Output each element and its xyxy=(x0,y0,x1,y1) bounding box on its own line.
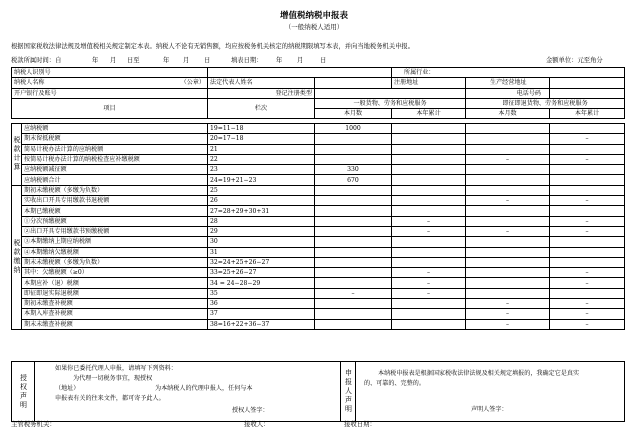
row-general-ytd[interactable] xyxy=(392,309,466,319)
header-row-bank xyxy=(12,88,625,98)
fill-date-day: 日 xyxy=(320,57,327,64)
row-refund-ytd[interactable] xyxy=(550,175,625,185)
row-item-label: 实收出口开具专用缴款书退税额 xyxy=(22,196,208,206)
row-col-no: 34 = 24−28−29 xyxy=(208,278,315,288)
declare-signer: 声明人签字： xyxy=(471,406,508,413)
bank-label: 开户银行及账号 xyxy=(12,88,208,98)
row-item-label: 应纳税额 xyxy=(22,124,208,134)
row-refund-ytd[interactable]: – xyxy=(550,226,625,236)
row-item-label: 期末未缴查补税额 xyxy=(22,319,208,329)
pay-row xyxy=(12,196,625,206)
row-general-month[interactable] xyxy=(315,237,392,247)
row-refund-month[interactable]: – xyxy=(466,319,550,329)
row-general-month[interactable]: – xyxy=(315,288,392,298)
row-refund-ytd[interactable]: – xyxy=(550,196,625,206)
calc-row xyxy=(12,124,625,134)
row-general-month[interactable] xyxy=(315,309,392,319)
row-col-no: 28 xyxy=(208,216,315,226)
row-general-ytd[interactable] xyxy=(392,144,466,154)
legal-rep-label: 法定代表人姓名 xyxy=(208,78,315,88)
row-refund-month[interactable] xyxy=(466,185,550,195)
fill-date-label: 填表日期： xyxy=(231,57,263,64)
calc-section-label: 税款计算 xyxy=(12,124,22,186)
row-col-no: 35 xyxy=(208,288,315,298)
col-ytd-2: 本年累计 xyxy=(550,109,625,119)
row-item-label: 本期入库查补税额 xyxy=(22,309,208,319)
row-general-month[interactable] xyxy=(315,196,392,206)
row-col-no: 24=19+21−23 xyxy=(208,175,315,185)
period-month: 月 xyxy=(110,57,117,64)
row-col-no: 29 xyxy=(208,226,315,236)
pay-row xyxy=(12,288,625,298)
auth-line-4: 申报表有关的往来文件，都可寄予此人。 xyxy=(55,395,165,402)
row-general-ytd[interactable] xyxy=(392,185,466,195)
row-col-no: 21 xyxy=(208,144,315,154)
row-item-label: 本期应补（退）税额 xyxy=(22,278,208,288)
pay-row xyxy=(12,226,625,236)
pay-row xyxy=(12,247,625,257)
calc-row xyxy=(12,144,625,154)
declare-line-1: 本纳税申报表是根据国家税收法律法规及相关规定填报的，我确定它是真实 xyxy=(378,370,580,377)
row-refund-ytd[interactable] xyxy=(550,247,625,257)
row-general-ytd[interactable]: – xyxy=(392,226,466,236)
row-col-no: 27=28+29+30+31 xyxy=(208,206,315,216)
row-item-label: ①分次预缴税额 xyxy=(22,216,208,226)
pay-row xyxy=(12,185,625,195)
row-col-no: 25 xyxy=(208,185,315,195)
biz-addr-label: 生产经营地址 xyxy=(466,78,550,88)
auth-line-1: 如果你已委托代理人申报，请填写下列资料： xyxy=(55,365,177,372)
row-general-ytd[interactable] xyxy=(392,124,466,134)
row-refund-ytd[interactable] xyxy=(550,165,625,175)
row-general-ytd[interactable] xyxy=(392,237,466,247)
row-refund-month[interactable] xyxy=(466,165,550,175)
declare-label: 申报人声明 xyxy=(341,362,356,422)
row-general-ytd[interactable]: – xyxy=(392,278,466,288)
taxpayer-name-label: 纳税人名称 xyxy=(14,79,45,87)
tax-period-label: 税款所属时间：自 xyxy=(11,57,62,64)
row-general-ytd[interactable]: – xyxy=(392,288,466,298)
column-header-top xyxy=(12,98,625,108)
intro-text: 根据国家税收法律法规及增值税相关规定制定本表。纳税人不论有无销售额，均应按税务机关核定的纳税期限填写本表，并向当地税务机关申报。 xyxy=(11,43,414,50)
row-refund-month[interactable] xyxy=(466,216,550,226)
pay-row xyxy=(12,299,625,309)
row-refund-ytd[interactable] xyxy=(550,185,625,195)
pay-row xyxy=(12,257,625,267)
row-refund-ytd[interactable] xyxy=(550,237,625,247)
row-refund-month[interactable] xyxy=(466,247,550,257)
row-refund-ytd[interactable]: – xyxy=(550,299,625,309)
row-refund-ytd[interactable] xyxy=(550,257,625,267)
pay-row xyxy=(12,268,625,278)
taxpayer-id-label: 纳税人识别号 xyxy=(12,68,208,78)
row-refund-month[interactable] xyxy=(466,175,550,185)
row-item-label: 期初未缴查补税额 xyxy=(22,299,208,309)
row-item-label: 应纳税额减征额 xyxy=(22,165,208,175)
row-col-no: 32=24+25+26−27 xyxy=(208,257,315,267)
row-general-month[interactable] xyxy=(315,299,392,309)
row-general-month[interactable] xyxy=(315,247,392,257)
row-col-no: 19=11−18 xyxy=(208,124,315,134)
pay-row xyxy=(12,278,625,288)
calc-row xyxy=(12,154,625,164)
row-refund-ytd[interactable]: – xyxy=(550,309,625,319)
row-general-ytd[interactable] xyxy=(392,247,466,257)
row-general-ytd[interactable] xyxy=(392,257,466,267)
row-general-month[interactable] xyxy=(315,134,392,144)
period-year: 年 xyxy=(92,57,99,64)
auth-signer: 授权人签字： xyxy=(232,407,269,414)
period-day-to: 日至 xyxy=(127,57,140,64)
period-day-2: 日 xyxy=(204,57,211,64)
row-refund-month[interactable] xyxy=(466,257,550,267)
declare-cell[interactable] xyxy=(356,362,625,422)
row-item-label: 期末留抵税额 xyxy=(22,134,208,144)
row-refund-ytd[interactable] xyxy=(550,206,625,216)
row-item-label: 按简易计税办法计算的纳税检查应补缴税额 xyxy=(22,154,208,164)
calc-row xyxy=(12,134,625,144)
row-item-label: 本期已缴税额 xyxy=(22,206,208,216)
pay-section xyxy=(12,185,625,329)
row-general-ytd[interactable]: – xyxy=(392,216,466,226)
row-refund-month[interactable] xyxy=(466,278,550,288)
row-general-month[interactable] xyxy=(315,185,392,195)
period-month-2: 月 xyxy=(183,57,190,64)
row-item-label: 即征即退实际退税额 xyxy=(22,288,208,298)
row-refund-month[interactable] xyxy=(466,237,550,247)
row-refund-month[interactable] xyxy=(466,144,550,154)
row-general-month[interactable] xyxy=(315,257,392,267)
footer-officer: 主管税务机关： xyxy=(11,420,56,428)
col-no-header: 栏次 xyxy=(208,98,315,119)
row-refund-month[interactable]: – xyxy=(466,154,550,164)
row-general-ytd[interactable] xyxy=(392,154,466,164)
row-general-month[interactable] xyxy=(315,144,392,154)
auth-label: 授权声明 xyxy=(12,362,35,422)
row-refund-ytd[interactable]: – xyxy=(550,278,625,288)
col-this-month-2: 本月数 xyxy=(466,109,550,119)
row-col-no: 36 xyxy=(208,299,315,309)
row-general-month[interactable] xyxy=(315,216,392,226)
row-col-no: 31 xyxy=(208,247,315,257)
row-col-no: 20=17−18 xyxy=(208,134,315,144)
row-general-ytd[interactable] xyxy=(392,134,466,144)
row-refund-ytd[interactable] xyxy=(550,144,625,154)
row-item-label: ③本期缴纳上期应纳税额 xyxy=(22,237,208,247)
signature-row xyxy=(12,362,625,422)
row-refund-ytd[interactable] xyxy=(550,288,625,298)
row-refund-month[interactable]: – xyxy=(466,309,550,319)
pay-row xyxy=(12,309,625,319)
row-general-month[interactable]: 1000 xyxy=(315,124,392,134)
row-refund-month[interactable] xyxy=(466,124,550,134)
auth-cell[interactable] xyxy=(35,362,341,422)
row-refund-ytd[interactable]: – xyxy=(550,216,625,226)
row-col-no: 37 xyxy=(208,309,315,319)
row-refund-month[interactable] xyxy=(466,268,550,278)
tax-return-table xyxy=(11,67,625,119)
row-refund-month[interactable] xyxy=(466,134,550,144)
calc-row xyxy=(12,175,625,185)
row-col-no: 30 xyxy=(208,237,315,247)
reg-type-field[interactable] xyxy=(315,88,466,98)
fill-date-month: 月 xyxy=(297,57,304,64)
row-general-ytd[interactable] xyxy=(392,165,466,175)
row-general-ytd[interactable] xyxy=(392,196,466,206)
calc-row xyxy=(12,165,625,175)
industry-label: 所属行业： xyxy=(392,68,625,78)
row-col-no: 33=25+26−27 xyxy=(208,268,315,278)
row-item-label: ④本期缴纳欠缴税额 xyxy=(22,247,208,257)
row-general-month[interactable] xyxy=(315,319,392,329)
form-subtitle: （一般纳税人适用） xyxy=(284,23,344,31)
declare-line-2: 的、可靠的、完整的。 xyxy=(364,380,425,387)
row-refund-month[interactable]: – xyxy=(466,299,550,309)
pay-row xyxy=(12,216,625,226)
amount-unit: 金额单位：元至角分 xyxy=(546,57,603,64)
col-item-header: 项目 xyxy=(12,98,208,119)
row-general-month[interactable]: 330 xyxy=(315,165,392,175)
row-col-no: 38=16+22+36−37 xyxy=(208,319,315,329)
reg-addr-label: 注册地址 xyxy=(392,78,466,88)
phone-field[interactable] xyxy=(550,88,625,98)
tax-body-table xyxy=(11,123,625,330)
row-item-label: 期初未缴税额（多缴为负数） xyxy=(22,185,208,195)
row-refund-ytd[interactable]: – xyxy=(550,134,625,144)
row-item-label: ②出口开具专用缴款书预缴税额 xyxy=(22,226,208,236)
row-item-label: 应纳税额合计 xyxy=(22,175,208,185)
row-col-no: 26 xyxy=(208,196,315,206)
row-item-label: 其中：欠缴税额（≥0） xyxy=(22,268,208,278)
biz-addr-field[interactable] xyxy=(550,78,625,88)
row-general-month[interactable] xyxy=(315,278,392,288)
auth-line-2: 为代理一切税务事宜，现授权 xyxy=(73,375,153,382)
form-title: 增值税纳税申报表 xyxy=(279,11,348,21)
col-this-month: 本月数 xyxy=(315,109,392,119)
footer-date: 接收日期： xyxy=(344,420,376,428)
reg-type-label: 登记注册类型 xyxy=(208,88,315,98)
phone-label: 电话号码 xyxy=(466,88,550,98)
row-general-month[interactable]: 670 xyxy=(315,175,392,185)
row-general-ytd[interactable]: – xyxy=(392,268,466,278)
col-ytd: 本年累计 xyxy=(392,109,466,119)
row-refund-ytd[interactable]: – xyxy=(550,268,625,278)
row-general-month[interactable] xyxy=(315,268,392,278)
period-year-2: 年 xyxy=(163,57,170,64)
fill-date-year: 年 xyxy=(276,57,283,64)
header-row-name xyxy=(12,78,625,88)
row-col-no: 23 xyxy=(208,165,315,175)
calc-section xyxy=(12,124,625,186)
row-item-label: 简易计税办法计算的应纳税额 xyxy=(22,144,208,154)
taxpayer-id-field[interactable] xyxy=(208,68,392,78)
header-row-id xyxy=(12,68,625,78)
row-general-ytd[interactable] xyxy=(392,206,466,216)
row-refund-ytd[interactable]: – xyxy=(550,319,625,329)
row-col-no: 22 xyxy=(208,154,315,164)
row-general-month[interactable] xyxy=(315,226,392,236)
taxpayer-name-cell[interactable] xyxy=(12,78,208,88)
legal-rep-field[interactable] xyxy=(315,78,392,88)
row-general-ytd[interactable] xyxy=(392,319,466,329)
seal-label: （公章） xyxy=(180,79,205,87)
pay-row xyxy=(12,206,625,216)
row-general-ytd[interactable] xyxy=(392,175,466,185)
row-refund-month[interactable]: – xyxy=(466,196,550,206)
row-general-ytd[interactable] xyxy=(392,299,466,309)
row-general-month[interactable] xyxy=(315,206,392,216)
col-refund-header: 即征即退货物、劳务和应税服务 xyxy=(466,98,625,108)
row-refund-month[interactable] xyxy=(466,206,550,216)
row-item-label: 期末未缴税额（多缴为负数） xyxy=(22,257,208,267)
auth-line-3b: 为本纳税人的代理申报人，任何与本 xyxy=(155,385,253,392)
pay-row xyxy=(12,319,625,329)
pay-section-label: 税款缴纳 xyxy=(12,185,22,329)
footer-receiver: 接收人： xyxy=(244,420,270,428)
row-refund-month[interactable]: – xyxy=(466,226,550,236)
col-general-header: 一般货物、劳务和应税服务 xyxy=(315,98,466,108)
row-refund-month[interactable] xyxy=(466,288,550,298)
signature-table xyxy=(11,361,625,422)
pay-row xyxy=(12,237,625,247)
auth-line-3a: （地址） xyxy=(55,385,80,392)
row-refund-ytd[interactable]: – xyxy=(550,154,625,164)
row-general-month[interactable] xyxy=(315,154,392,164)
row-refund-ytd[interactable] xyxy=(550,124,625,134)
